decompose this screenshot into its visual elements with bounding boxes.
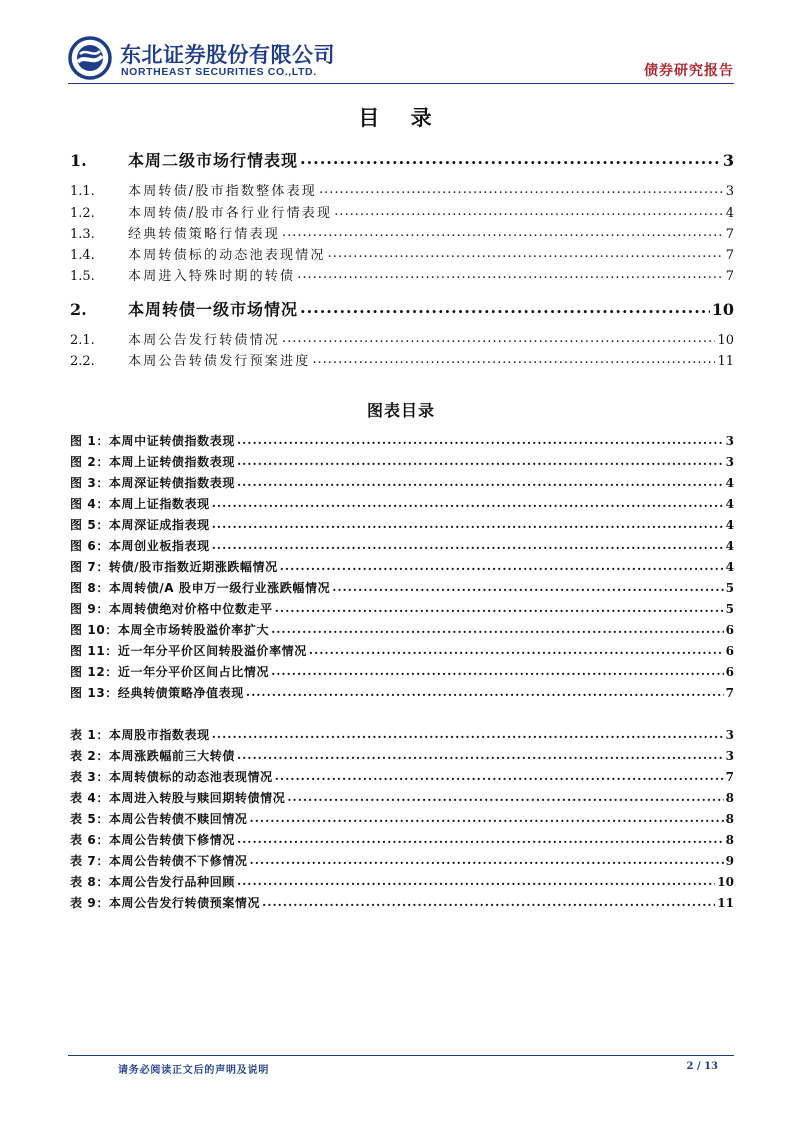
table-entry[interactable]: [70, 894, 734, 911]
dot-leader: [271, 622, 724, 634]
dot-leader: [237, 748, 724, 760]
toc-entry-number: 2.: [70, 300, 87, 319]
toc-entry[interactable]: [70, 265, 734, 284]
table-entry[interactable]: [70, 873, 734, 890]
figure-entry[interactable]: [70, 516, 734, 533]
figure-entry[interactable]: [70, 453, 734, 470]
figure-entry[interactable]: [70, 495, 734, 512]
dot-leader: [246, 685, 724, 697]
dot-leader: [287, 790, 723, 802]
dot-leader: [237, 454, 724, 466]
dot-leader: [332, 580, 723, 592]
header-divider: [68, 83, 734, 84]
toc-entry-text: 经典转债策略行情表现: [128, 227, 281, 242]
toc-entry[interactable]: [70, 148, 734, 171]
table-entry-text: 表 7：本周公告转债不下修情况: [70, 854, 248, 868]
figure-entry-text: 图 8：本周转债/A 股申万一级行业涨跌幅情况: [70, 581, 331, 595]
figure-entry-page: 6: [725, 623, 734, 637]
footer-disclaimer: 请务必阅读正文后的声明及说明: [118, 1065, 270, 1076]
toc-entry[interactable]: [70, 297, 734, 320]
toc-entry-text: 本周进入特殊时期的转债: [128, 269, 296, 284]
table-entry-text: 表 9：本周公告发行转债预案情况: [70, 896, 261, 910]
figure-index-title: 图表目录: [366, 401, 435, 420]
toc-entry-text: 本周二级市场行情表现: [128, 151, 299, 170]
dot-leader: [319, 182, 724, 195]
toc-entry-page: 7: [725, 227, 734, 242]
toc-entry-page: 10: [711, 300, 734, 319]
figure-entry[interactable]: [70, 558, 734, 575]
page-number: 2 / 13: [686, 1061, 718, 1072]
toc-entry-page: 3: [725, 184, 734, 199]
figure-entry-page: 6: [725, 665, 734, 679]
company-name-cn: 东北证券股份有限公司: [120, 43, 335, 67]
figure-entry[interactable]: [70, 600, 734, 617]
table-entry-page: 8: [725, 833, 734, 847]
figure-entry[interactable]: [70, 432, 734, 449]
toc-entry-page: 7: [725, 248, 734, 263]
dot-leader: [212, 517, 724, 529]
figure-entry-page: 4: [725, 476, 734, 490]
report-type-label: 债券研究报告: [644, 63, 734, 79]
toc-entry-page: 7: [725, 269, 734, 284]
figure-entry[interactable]: [70, 684, 734, 701]
company-name-en: NORTHEAST SECURITIES CO.,LTD.: [121, 66, 317, 78]
toc-entry-number: 1.2.: [70, 206, 95, 221]
table-entry[interactable]: [70, 789, 734, 806]
dot-leader: [309, 643, 724, 655]
figure-entry[interactable]: [70, 579, 734, 596]
figure-entry[interactable]: [70, 642, 734, 659]
table-entry-text: 表 4：本周进入转股与赎回期转债情况: [70, 791, 286, 805]
figure-entry-page: 4: [725, 518, 734, 532]
table-entry[interactable]: [70, 831, 734, 848]
toc-entry[interactable]: [70, 244, 734, 263]
toc-entry-number: 1.3.: [70, 227, 95, 242]
toc-entry-number: 2.1.: [70, 333, 95, 348]
table-entry[interactable]: [70, 726, 734, 743]
dot-leader: [271, 664, 724, 676]
dot-leader: [237, 874, 715, 886]
toc-entry-text: 本周转债/股市各行业行情表现: [128, 206, 333, 221]
figure-entry[interactable]: [70, 474, 734, 491]
page-header: [68, 36, 734, 82]
figure-entry-text: 图 1：本周中证转债指数表现: [70, 434, 235, 448]
table-entry-page: 3: [725, 749, 734, 763]
dot-leader: [250, 853, 724, 865]
figure-entry-page: 4: [725, 539, 734, 553]
figure-entry-page: 4: [725, 497, 734, 511]
figure-entry-page: 5: [725, 581, 734, 595]
figure-entry-text: 图 3：本周深证转债指数表现: [70, 476, 235, 490]
toc-entry-text: 本周转债一级市场情况: [128, 300, 299, 319]
footer-divider: [68, 1055, 734, 1056]
dot-leader: [275, 769, 724, 781]
figure-entry-page: 5: [725, 602, 734, 616]
figure-entry-text: 图 9：本周转债绝对价格中位数走平: [70, 602, 273, 616]
dot-leader: [280, 559, 724, 571]
toc-entry-number: 1.5.: [70, 269, 95, 284]
toc-entry[interactable]: [70, 350, 734, 369]
figure-entry-page: 3: [725, 455, 734, 469]
figure-entry[interactable]: [70, 537, 734, 554]
dot-leader: [237, 832, 724, 844]
dot-leader: [212, 496, 724, 508]
figure-entry-text: 图 12：近一年分平价区间占比情况: [70, 665, 270, 679]
toc-entry[interactable]: [70, 180, 734, 199]
dot-leader: [282, 225, 724, 238]
dot-leader: [237, 475, 724, 487]
figure-entry-text: 图 6：本周创业板指表现: [70, 539, 210, 553]
figure-entry-text: 图 2：本周上证转债指数表现: [70, 455, 235, 469]
toc-entry-number: 1.4.: [70, 248, 95, 263]
dot-leader: [297, 267, 724, 280]
dot-leader: [300, 150, 721, 166]
table-entry-text: 表 2：本周涨跌幅前三大转债: [70, 749, 235, 763]
figure-entry-page: 6: [725, 644, 734, 658]
dot-leader: [212, 727, 724, 739]
dot-leader: [334, 204, 724, 217]
table-entry-page: 8: [725, 812, 734, 826]
table-entry-text: 表 3：本周转债标的动态池表现情况: [70, 770, 273, 784]
figure-entry-page: 4: [725, 560, 734, 574]
dot-leader: [282, 331, 715, 344]
dot-leader: [275, 601, 724, 613]
figure-entry-text: 图 7：转债/股市指数近期涨跌幅情况: [70, 560, 278, 574]
toc-title: 目 录: [358, 106, 444, 130]
dot-leader: [212, 538, 724, 550]
toc-entry-text: 本周公告发行转债情况: [128, 333, 281, 348]
table-entry-text: 表 6：本周公告转债下修情况: [70, 833, 235, 847]
table-entry-page: 10: [717, 875, 734, 889]
toc-entry-page: 10: [717, 333, 734, 348]
figure-entry-text: 图 13：经典转债策略净值表现: [70, 686, 244, 700]
figure-entry-text: 图 10：本周全市场转股溢价率扩大: [70, 623, 270, 637]
figure-entry[interactable]: [70, 663, 734, 680]
figure-entry[interactable]: [70, 621, 734, 638]
dot-leader: [328, 246, 724, 259]
table-entry-page: 9: [725, 854, 734, 868]
toc-entry-text: 本周转债标的动态池表现情况: [128, 248, 326, 263]
table-entry-page: 3: [725, 728, 734, 742]
table-entry-text: 表 8：本周公告发行品种回顾: [70, 875, 235, 889]
toc-entry-number: 2.2.: [70, 354, 95, 369]
figure-entry-text: 图 5：本周深证成指表现: [70, 518, 210, 532]
table-entry[interactable]: [70, 852, 734, 869]
table-entry-page: 11: [717, 896, 734, 910]
table-entry-text: 表 5：本周公告转债不赎回情况: [70, 812, 248, 826]
toc-entry-page: 11: [717, 354, 734, 369]
toc-entry-text: 本周转债/股市指数整体表现: [128, 184, 317, 199]
dot-leader: [300, 299, 710, 315]
table-entry-page: 7: [725, 770, 734, 784]
toc-entry[interactable]: [70, 223, 734, 242]
table-entry[interactable]: [70, 810, 734, 827]
figure-entry-text: 图 4：本周上证指数表现: [70, 497, 210, 511]
company-logo-icon: [68, 36, 112, 80]
table-entry[interactable]: [70, 768, 734, 785]
toc-entry-page: 4: [725, 206, 734, 221]
figure-entry-page: 7: [725, 686, 734, 700]
dot-leader: [250, 811, 724, 823]
dot-leader: [312, 352, 715, 365]
toc-entry-number: 1.: [70, 151, 87, 170]
toc-entry[interactable]: [70, 329, 734, 348]
table-entry-page: 8: [725, 791, 734, 805]
table-entry[interactable]: [70, 747, 734, 764]
toc-entry-text: 本周公告转债发行预案进度: [128, 354, 311, 369]
figure-entry-page: 3: [725, 434, 734, 448]
toc-entry-page: 3: [722, 151, 734, 170]
dot-leader: [237, 433, 724, 445]
table-entry-text: 表 1：本周股市指数表现: [70, 728, 210, 742]
figure-entry-text: 图 11：近一年分平价区间转股溢价率情况: [70, 644, 307, 658]
toc-entry-number: 1.1.: [70, 184, 95, 199]
dot-leader: [262, 895, 715, 907]
toc-entry[interactable]: [70, 202, 734, 221]
